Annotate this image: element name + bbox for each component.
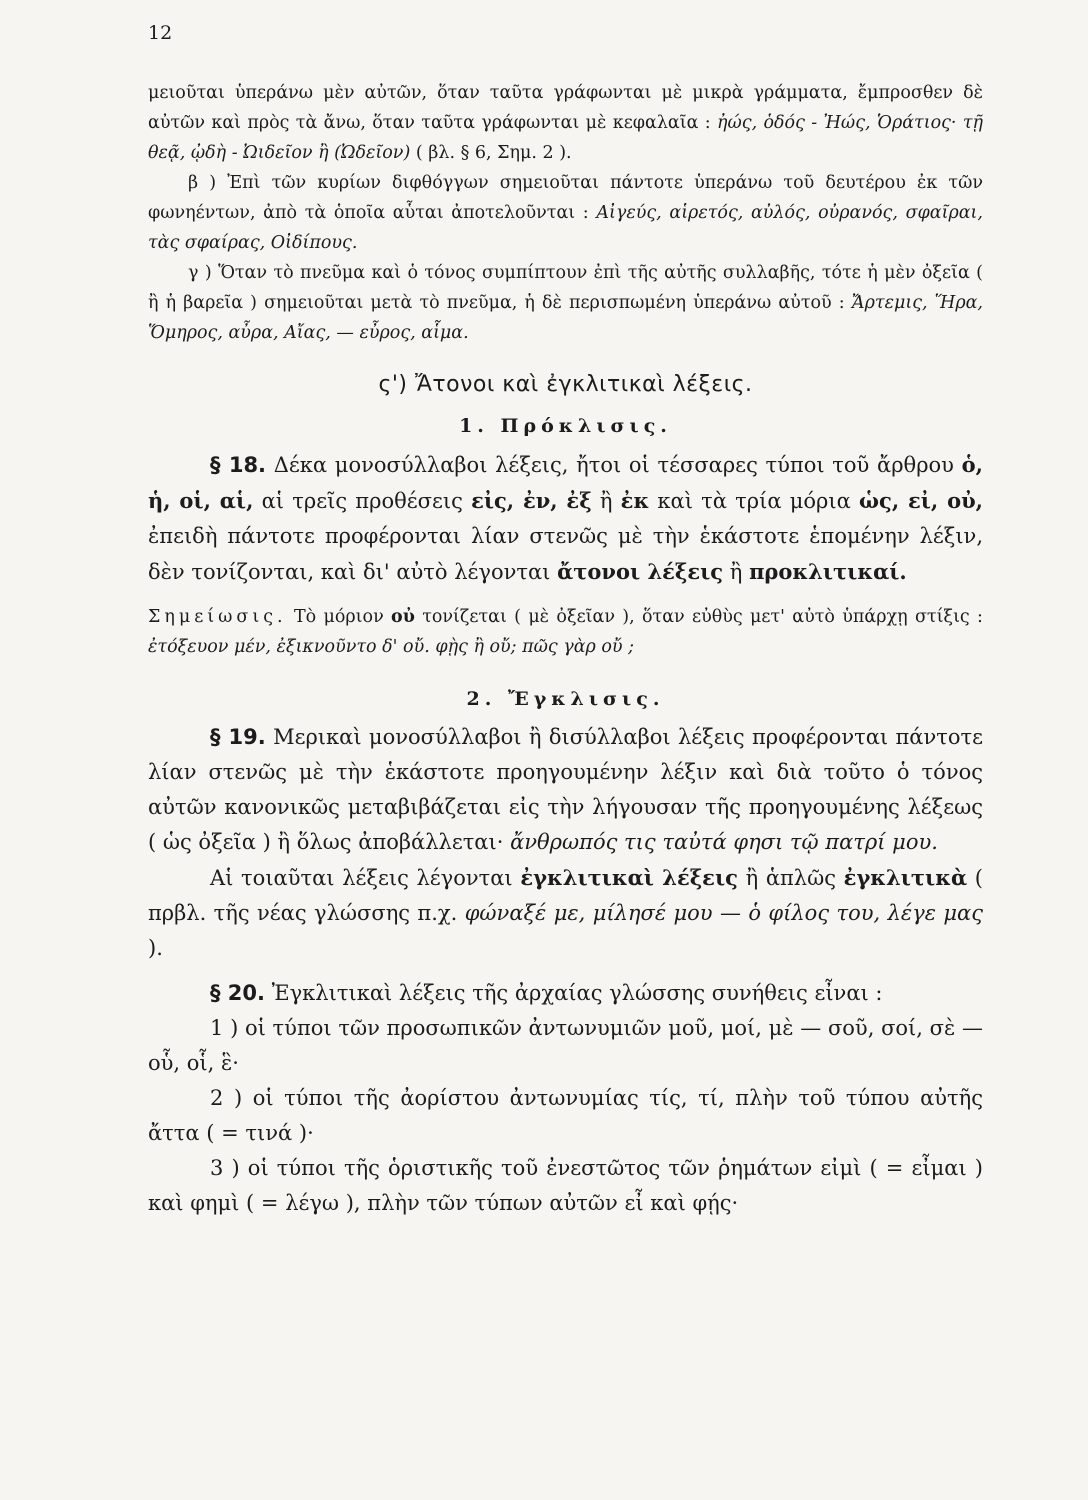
intro-reference: ( βλ. § 6, Σημ. 2 ). xyxy=(415,143,572,163)
section-number-19: § 19. xyxy=(210,725,266,749)
modern-examples: φώναξέ με, μίλησέ μου — ὁ φίλος του, λέγε μας xyxy=(464,901,983,925)
section-number-20: § 20. xyxy=(210,981,266,1005)
intro-examples: ἠώς, ὁδός - Ἠώς, Ὁράτιος· τῇ θεᾷ, ᾠδὴ - Ὠιδεῖον ἢ (Ὠδεῖον) xyxy=(148,113,983,163)
subheading-proklisis: 1. Πρόκλισις. xyxy=(459,415,672,437)
section-number-18: § 18. xyxy=(210,453,267,477)
page-body xyxy=(148,78,983,1221)
page-number: 12 xyxy=(148,22,173,44)
paragraph-19-continued: Αἱ τοιαῦται λέξεις λέγονται ἐγκλιτικαὶ λέξεις ἢ ἁπλῶς ἐγκλιτικὰ ( πρβλ. τῆς νέας γλώσσης π.χ. φώναξέ με, μίλησέ μου — ὁ φίλος του, λέγε μας ). xyxy=(148,865,983,960)
beta-examples: Αἰγεύς, αἱρετός, αὐλός, οὐρανός, σφαῖραι, τὰς σφαίρας, Οἰδίπους. xyxy=(148,203,983,253)
list-item: 3 ) οἱ τύποι τῆς ὁριστικῆς τοῦ ἐνεστῶτος τῶν ῥημάτων εἰμὶ ( = εἶμαι ) καὶ φημὶ ( = λέγω ), πλὴν τῶν τύπων αὐτῶν εἶ καὶ φῄς· xyxy=(148,1156,983,1215)
subheading-enklisis: 2. Ἔγκλισις. xyxy=(466,688,665,710)
list-item: 2 ) οἱ τύποι τῆς ἀορίστου ἀντωνυμίας τίς, τί, πλὴν τοῦ τύπου αὐτῆς ἄττα ( = τινά )· xyxy=(148,1086,983,1145)
paragraph-19: § 19. Μερικαὶ μονοσύλλαβοι ἢ δισύλλαβοι λέξεις προφέρονται πάντοτε λίαν στενῶς μὲ τὴν ἑκάστοτε προηγουμένην λέξιν καὶ διὰ τοῦτο ὁ τόνος αὐτῶν κανονικῶς μεταβιβάζεται εἰς τὴν λήγουσαν τῆς προηγουμένης λέξεως ( ὡς ὀξεῖα ) ἢ ὅλως ἀποβάλλεται· ἄνθρωπός τις ταὐτά φησι τῷ πατρί μου. xyxy=(148,725,983,854)
list-item: 1 ) οἱ τύποι τῶν προσωπικῶν ἀντωνυμιῶν μοῦ, μοί, μὲ — σοῦ, σοί, σὲ — οὗ, οἷ, ἓ· xyxy=(148,1016,983,1075)
paragraph-19-examples: ἄνθρωπός τις ταὐτά φησι τῷ πατρί μου. xyxy=(510,830,938,854)
paragraph-18: § 18. Δέκα μονοσύλλαβοι λέξεις, ἤτοι οἱ τέσσαρες τύποι τοῦ ἄρθρου ὁ, ἡ, οἱ, αἱ, αἱ τρεῖς προθέσεις εἰς, ἐν, ἐξ ἢ ἐκ καὶ τὰ τρία μόρια ὡς, εἰ, οὐ, ἐπειδὴ πάντοτε προφέρονται λίαν στενῶς μὲ τὴν ἑκάστοτε ἑπομένην λέξιν, δὲν τονίζονται, καὶ δι' αὐτὸ λέγονται ἄτονοι λέξεις ἢ προκλιτικαί. xyxy=(148,452,983,584)
note-label: Σημείωσις. xyxy=(148,607,287,627)
intro-paragraph: μειοῦται ὑπεράνω μὲν αὐτῶν, ὅταν ταῦτα γράφωνται μὲ μικρὰ γράμματα, ἔμπροσθεν δὲ αὐτῶν καὶ πρὸς τὰ ἄνω, ὅταν ταῦτα γράφωνται μὲ κεφαλαῖα : ἠώς, ὁδός - Ἠώς, Ὁράτιος· τῇ θεᾷ, ᾠδὴ - Ὠιδεῖον ἢ (Ὠδεῖον) ( βλ. § 6, Σημ. 2 ). xyxy=(148,83,983,163)
paragraph-beta: β ) Ἐπὶ τῶν κυρίων διφθόγγων σημειοῦται πάντοτε ὑπεράνω τοῦ δευτέρου ἐκ τῶν φωνηέντων, ἀπὸ τὰ ὁποῖα αὗται ἀποτελοῦνται : Αἰγεύς, αἱρετός, αὐλός, οὐρανός, σφαῖραι, τὰς σφαίρας, Οἰδίπους. xyxy=(148,173,983,253)
gamma-examples: Ἄρτεμις, Ἥρα, Ὅμηρος, αὖρα, Αἴας, — εὖρος, αἷμα. xyxy=(148,293,983,343)
note-examples: ἐτόξευον μέν, ἐξικνοῦντο δ' οὔ. φῂς ἢ οὔ; πῶς γὰρ οὔ ; xyxy=(148,637,635,657)
paragraph-gamma: γ ) Ὅταν τὸ πνεῦμα καὶ ὁ τόνος συμπίπτουν ἐπὶ τῆς αὐτῆς συλλαβῆς, τότε ἡ μὲν ὀξεῖα ( ἢ ἡ βαρεῖα ) σημειοῦται μετὰ τὸ πνεῦμα, ἡ δὲ περισπωμένη ὑπεράνω αὐτοῦ : Ἄρτεμις, Ἥρα, Ὅμηρος, αὖρα, Αἴας, — εὖρος, αἷμα. xyxy=(148,263,983,343)
section-title: ς') Ἄτονοι καὶ ἐγκλιτικαὶ λέξεις. xyxy=(378,372,753,397)
note-18: Σημείωσις. Τὸ μόριον οὐ τονίζεται ( μὲ ὀξεῖαν ), ὅταν εὐθὺς μετ' αὐτὸ ὑπάρχῃ στίξις : ἐτόξευον μέν, ἐξικνοῦντο δ' οὔ. φῂς ἢ οὔ; πῶς γὰρ οὔ ; xyxy=(148,607,983,657)
paragraph-20: § 20. Ἐγκλιτικαὶ λέξεις τῆς ἀρχαίας γλώσσης συνήθεις εἶναι : xyxy=(210,981,883,1005)
